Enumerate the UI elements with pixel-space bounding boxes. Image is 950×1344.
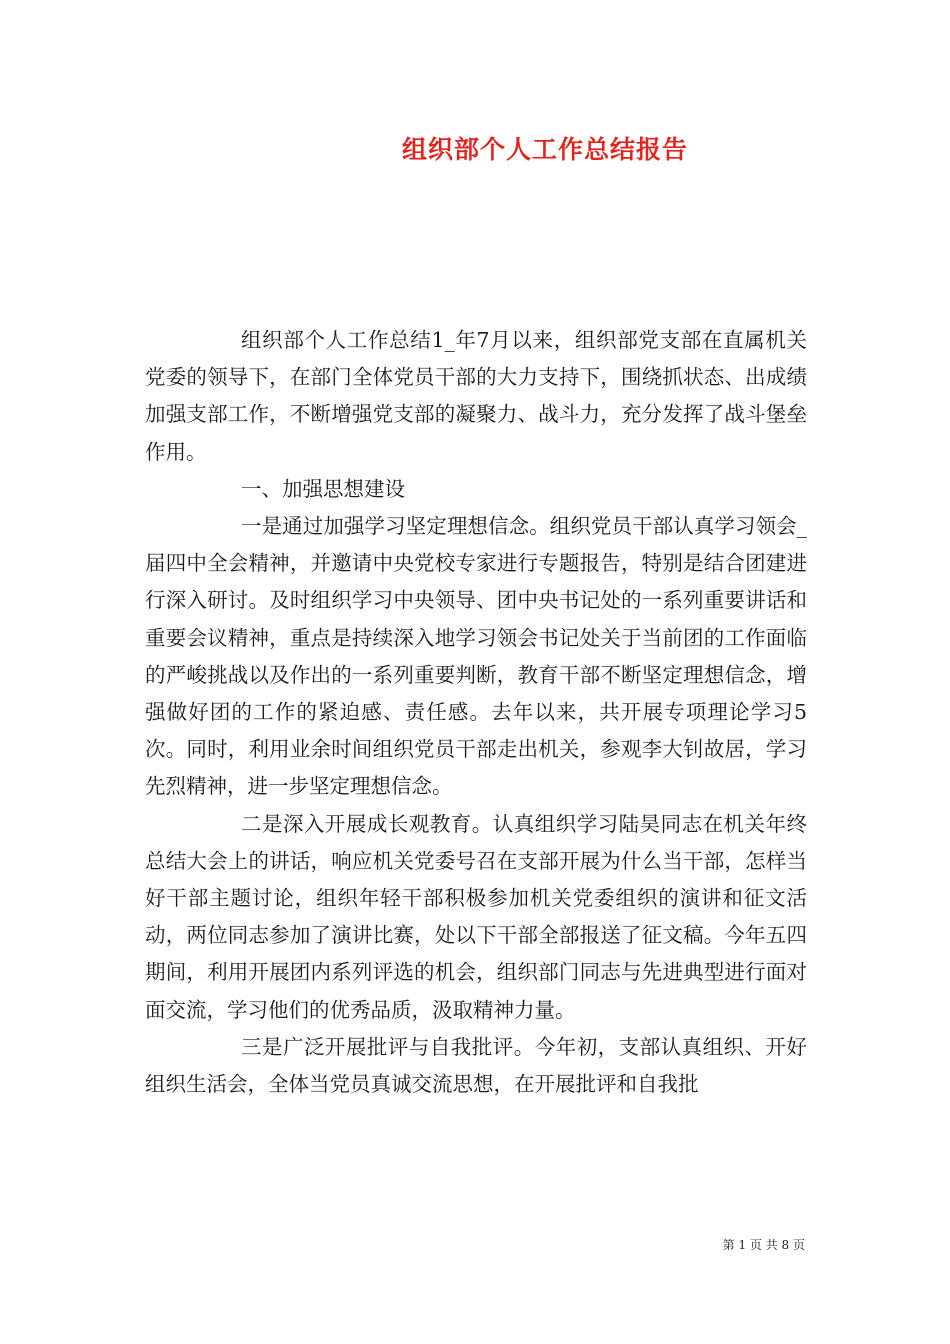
paragraph-study: 一是通过加强学习坚定理想信念。组织党员干部认真学习领会_届四中全会精神，并邀请中央党校专家进行专题报告，特别是结合团建进行深入研讨。及时组织学习中央领导、团中央书记处的一系列重要讲话和重要会议精神，重点是持续深入地学习领会书记处关于当前团的工作面临的严峻挑战以及作出的一系列重要判断，教育干部不断坚定理想信念，增强做好团的工作的紧迫感、责任感。去年以来，共开展专项理论学习5次。同时，利用业余时间组织党员干部走出机关，参观李大钊故居，学习先烈精神，进一步坚定理想信念。 — [145, 514, 807, 799]
paragraph-criticism: 三是广泛开展批评与自我批评。今年初，支部认真组织、开好组织生活会，全体当党员真诚交流思想，在开展批评和自我批 — [145, 1034, 807, 1097]
paragraph-growth-education: 二是深入开展成长观教育。认真组织学习陆昊同志在机关年终总结大会上的讲话，响应机关党委号召在支部开展为什么当干部，怎样当好干部主题讨论，组织年轻干部积极参加机关党委组织的演讲和征文活动，两位同志参加了演讲比赛，处以下干部全部报送了征文稿。今年五四期间，利用开展团内系列评选的机会，组织部门同志与先进典型进行面对面交流，学习他们的优秀品质，汲取精神力量。 — [145, 811, 807, 1022]
paragraph-intro: 组织部个人工作总结1_年7月以来，组织部党支部在直属机关党委的领导下，在部门全体党员干部的大力支持下，围绕抓状态、出成绩加强支部工作，不断增强党支部的凝聚力、战斗力，充分发挥了战斗堡垒作用。 — [145, 328, 807, 464]
document-title: 组织部个人工作总结报告 — [401, 135, 688, 164]
document-body — [145, 322, 807, 1103]
section-heading: 一、加强思想建设 — [241, 476, 405, 501]
page-number: 第 1 页 共 8 页 — [722, 1238, 805, 1252]
